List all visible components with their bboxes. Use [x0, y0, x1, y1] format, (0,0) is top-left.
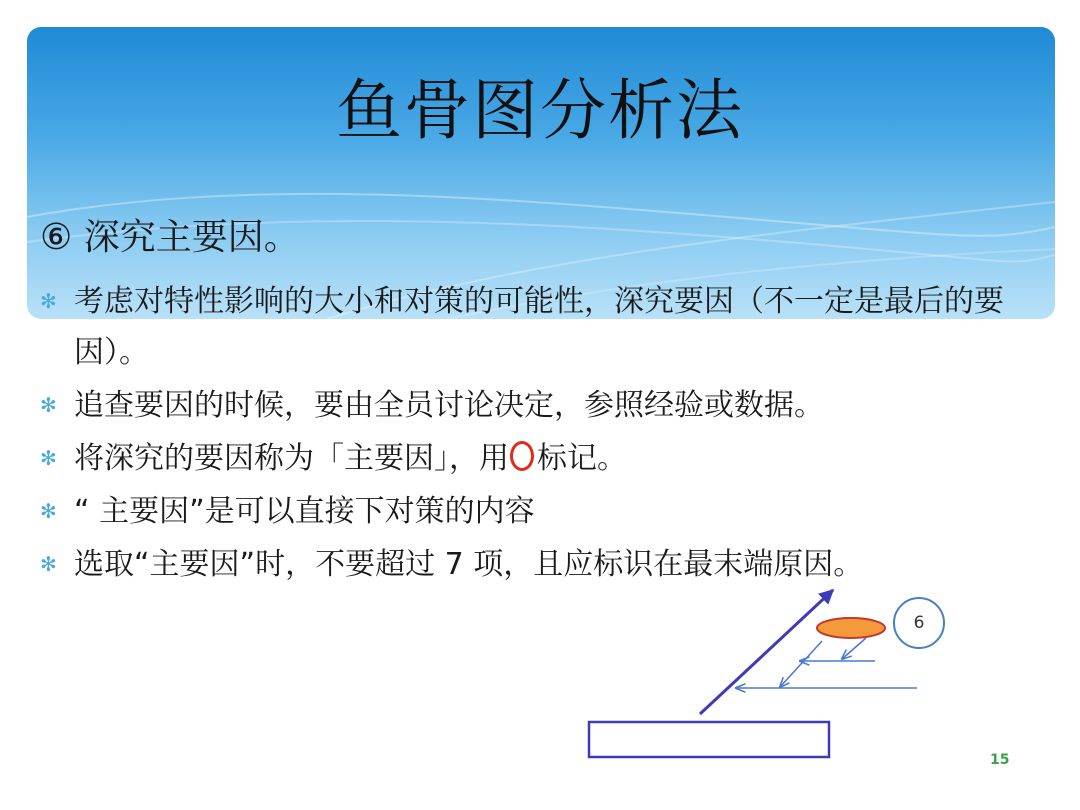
bullet-text-before: 将深究的要因称为「主要因」，用 [74, 441, 509, 476]
branch-arrow [842, 638, 866, 659]
bullet-text: 考虑对特性影响的大小和对策的可能性，深究要因（不一定是最后的要因）。 [74, 284, 1004, 370]
asterisk-bullet-icon: ✻ [40, 393, 57, 417]
asterisk-bullet-icon: ✻ [40, 289, 57, 313]
bullet-text: “ 主要因”是可以直接下对策的内容 [74, 494, 535, 529]
result-box [589, 722, 829, 757]
circle-number-label: 6 [913, 613, 925, 633]
asterisk-bullet-icon: ✻ [40, 446, 57, 470]
bullet-text-after: 标记。 [537, 441, 627, 476]
main-bone-arrow [700, 590, 833, 714]
slide-subtitle: ⑥ 深究主要因。 [40, 217, 300, 258]
slide-title: 鱼骨图分析法 [336, 72, 744, 149]
bullet-text: 选取“主要因”时，不要超过 7 项，且应标识在最末端原因。 [74, 547, 864, 582]
page-number: 15 [990, 752, 1010, 768]
asterisk-bullet-icon: ✻ [40, 499, 57, 523]
bullet-text: 追查要因的时候，要由全员讨论决定，参照经验或数据。 [74, 388, 824, 423]
asterisk-bullet-icon: ✻ [40, 552, 57, 576]
main-cause-ellipse [817, 618, 885, 638]
branch-arrow [780, 641, 822, 687]
